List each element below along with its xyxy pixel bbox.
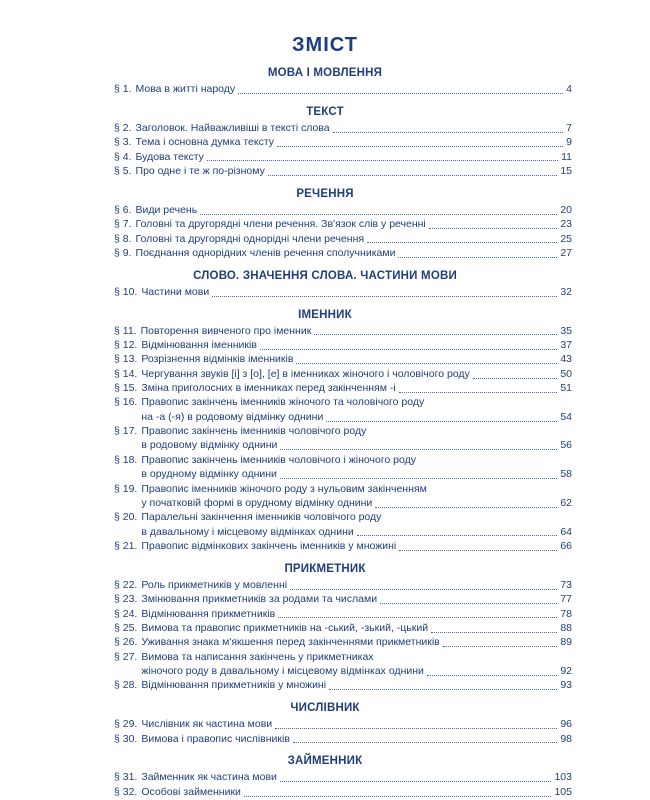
toc-entry-number: § 26. bbox=[114, 636, 138, 649]
toc-entry-title: Про одне і те ж по-різному bbox=[135, 164, 265, 177]
toc-entry[interactable] bbox=[26, 204, 624, 218]
toc-page-number: 54 bbox=[560, 410, 572, 423]
toc-page-number: 27 bbox=[560, 246, 572, 259]
toc-entry-title: у початковій формі в орудному відмінку однини bbox=[141, 496, 373, 509]
toc-entry[interactable] bbox=[26, 636, 624, 650]
toc-entry-title: Уживання знака м'якшення перед закінченнями прикметників bbox=[141, 636, 440, 649]
toc-page-number: 35 bbox=[560, 324, 572, 337]
section-heading: МОВА І МОВЛЕННЯ bbox=[267, 67, 383, 79]
toc-leader-dots bbox=[296, 362, 557, 364]
toc-entry-title: Роль прикметників у мовленні bbox=[141, 578, 288, 591]
section-heading: ЧИСЛІВНИК bbox=[290, 702, 360, 715]
toc-page-number: 11 bbox=[561, 150, 572, 163]
toc-leader-dots bbox=[244, 795, 552, 797]
toc-page-number: 23 bbox=[560, 218, 572, 231]
toc-page-number: 92 bbox=[560, 665, 572, 677]
toc-page-number: 103 bbox=[554, 771, 572, 784]
toc-entry[interactable] bbox=[26, 233, 624, 247]
toc-entry-number: § 24. bbox=[114, 607, 138, 620]
toc-entry-number: § 9. bbox=[114, 246, 132, 259]
toc-entry[interactable] bbox=[26, 151, 624, 165]
toc-entry[interactable] bbox=[26, 247, 624, 261]
toc-leader-dots bbox=[380, 602, 557, 604]
toc-page-number: 58 bbox=[560, 468, 572, 481]
toc-entry[interactable] bbox=[26, 396, 624, 410]
toc-page-number: 25 bbox=[560, 232, 572, 245]
toc-page-number: 4 bbox=[566, 83, 572, 95]
toc-entry[interactable] bbox=[26, 679, 624, 693]
toc-entry-title: в давальному і місцевому відмінках однини bbox=[141, 525, 354, 538]
toc-leader-dots bbox=[375, 506, 557, 508]
toc-entry-title: в родовому відмінку однини bbox=[141, 439, 278, 452]
section-heading: РЕЧЕННЯ bbox=[296, 187, 354, 200]
toc-leader-dots bbox=[293, 741, 557, 743]
toc-entry-number: § 21. bbox=[114, 539, 138, 552]
toc-entry[interactable] bbox=[26, 718, 624, 732]
toc-entry[interactable] bbox=[26, 122, 624, 136]
toc-list bbox=[26, 325, 624, 554]
toc-entry-title: Правопис іменників жіночого роду з нульовим закінченням bbox=[141, 482, 427, 495]
toc-page-number: 43 bbox=[560, 353, 572, 366]
toc-entry-number: § 15. bbox=[114, 382, 138, 395]
toc-entry[interactable] bbox=[26, 353, 624, 367]
toc-page-number: 62 bbox=[560, 496, 572, 509]
toc-page-number: 96 bbox=[560, 718, 572, 731]
section-heading: ТЕКСТ bbox=[306, 105, 344, 118]
toc-leader-dots bbox=[238, 92, 563, 94]
toc-entry-title: Правопис відмінкових закінчень іменників у множині bbox=[141, 539, 397, 552]
toc-page-number: 15 bbox=[560, 164, 572, 177]
toc-entry-title: в орудному відмінку однини bbox=[141, 468, 277, 481]
toc-entry-title: Правопис закінчень іменників жіночого та чоловічого роду bbox=[141, 396, 425, 409]
toc-page-number: 56 bbox=[560, 439, 572, 452]
toc-entry[interactable] bbox=[26, 339, 624, 353]
toc-entry-title: Відмінювання іменників bbox=[141, 338, 257, 351]
toc-page-number: 88 bbox=[560, 621, 572, 634]
section-heading: ПРИКМЕТНИК bbox=[284, 562, 366, 575]
toc-entry-title: Правопис закінчень іменників чоловічого і жіночого роду bbox=[141, 453, 416, 466]
toc-leader-dots bbox=[290, 588, 557, 590]
toc-leader-dots bbox=[399, 391, 558, 393]
toc-entry[interactable] bbox=[26, 425, 624, 439]
toc-leader-dots bbox=[431, 631, 557, 633]
toc-leader-dots bbox=[357, 534, 558, 536]
toc-page-number: 89 bbox=[560, 636, 572, 649]
toc-entry-number: § 16. bbox=[114, 396, 138, 409]
toc-entry-title: Вимова та правопис прикметників на -ський, -зький, -цький bbox=[141, 621, 429, 634]
toc-leader-dots bbox=[333, 131, 564, 133]
toc-entry[interactable] bbox=[26, 786, 624, 800]
toc-entry[interactable] bbox=[26, 218, 624, 232]
toc-entry-number: § 22. bbox=[114, 578, 138, 591]
toc-entry[interactable] bbox=[26, 83, 624, 97]
toc-entry[interactable] bbox=[26, 771, 624, 785]
toc-list bbox=[26, 579, 624, 693]
toc-entry-title: Види речень bbox=[135, 203, 198, 216]
toc-entry[interactable] bbox=[26, 382, 624, 396]
toc-leader-dots bbox=[427, 406, 569, 407]
toc-entry-number: § 13. bbox=[114, 353, 138, 366]
toc-entry[interactable] bbox=[26, 540, 624, 554]
toc-entry-title: Паралельні закінчення іменників чоловічого роду bbox=[141, 511, 382, 524]
toc-leader-dots bbox=[277, 145, 563, 147]
toc-page-number: 32 bbox=[560, 285, 572, 298]
toc-page-number: 78 bbox=[560, 607, 572, 620]
toc-entry[interactable] bbox=[26, 165, 624, 179]
toc-page-number: 9 bbox=[566, 136, 572, 149]
toc-entry-title: Займенник як частина мови bbox=[141, 771, 277, 784]
toc-list bbox=[26, 718, 624, 746]
toc-page-number: 73 bbox=[560, 578, 572, 591]
toc-leader-dots bbox=[384, 521, 569, 522]
toc-entry-number: § 31. bbox=[114, 771, 138, 784]
section-heading: ІМЕННИК bbox=[298, 308, 352, 321]
toc-entry-number: § 18. bbox=[114, 453, 138, 466]
toc-entry-title: жіночого роду в давальному і місцевому відмінках однини bbox=[141, 665, 424, 677]
toc-entry-title: Вимова та написання закінчень у прикметниках bbox=[141, 650, 374, 663]
toc-entry-title: Особові займенники bbox=[141, 785, 241, 798]
toc-entry[interactable] bbox=[26, 136, 624, 150]
toc-leader-dots bbox=[427, 674, 557, 676]
toc-entry[interactable] bbox=[26, 325, 624, 339]
toc-leader-dots bbox=[278, 616, 557, 618]
section-heading: ЗАЙМЕННИК bbox=[287, 755, 363, 768]
toc-leader-dots bbox=[377, 661, 569, 662]
toc-leader-dots bbox=[212, 295, 557, 297]
toc-leader-dots bbox=[399, 549, 557, 551]
toc-entry[interactable] bbox=[26, 622, 624, 636]
toc-list bbox=[26, 286, 624, 300]
toc-leader-dots bbox=[275, 727, 557, 729]
toc-entry[interactable] bbox=[26, 579, 624, 593]
toc-page-number: 51 bbox=[560, 382, 572, 395]
toc-leader-dots bbox=[429, 227, 558, 229]
toc-entry-title: Змінювання прикметників за родами та числами bbox=[141, 593, 378, 606]
toc-entry-title: Чергування звуків [і] з [о], [е] в іменниках жіночого і чоловічого роду bbox=[141, 367, 470, 380]
page-title: ЗМІСТ bbox=[292, 34, 358, 56]
toc-list bbox=[26, 83, 624, 97]
toc-entry-title: Частини мови bbox=[141, 285, 210, 298]
toc-entry-number: § 1. bbox=[114, 83, 132, 95]
toc-entry-title: Тема і основна думка тексту bbox=[135, 136, 274, 149]
toc-entry-number: § 4. bbox=[114, 150, 132, 163]
toc-leader-dots bbox=[314, 333, 557, 335]
toc-entry-title: Поєднання однорідних членів речення сполучниками bbox=[135, 246, 396, 259]
toc-page-number: 66 bbox=[560, 539, 572, 552]
toc-entry-title: Будова тексту bbox=[135, 150, 204, 163]
toc-entry-title: Зміна приголосних в іменниках перед закінченням -і bbox=[141, 382, 396, 395]
toc-entry-number: § 17. bbox=[114, 425, 138, 438]
toc-entry-number: § 5. bbox=[114, 164, 132, 177]
toc-entry[interactable] bbox=[26, 511, 624, 525]
toc-leader-dots bbox=[369, 435, 569, 436]
toc-entry-title: Правопис закінчень іменників чоловічого роду bbox=[141, 425, 367, 438]
toc-entry-title: Мова в житті народу bbox=[135, 83, 236, 95]
toc-entry-number: § 20. bbox=[114, 511, 138, 524]
toc-entry-title: Заголовок. Найважливіші в тексті слова bbox=[135, 121, 330, 134]
toc-entry-title: Повторення вивченого про іменник bbox=[140, 324, 312, 337]
toc-entry-number: § 2. bbox=[114, 121, 132, 134]
toc-entry-title: на -а (-я) в родовому відмінку однини bbox=[141, 410, 324, 423]
toc-leader-dots bbox=[367, 241, 557, 243]
toc-page-number: 98 bbox=[560, 732, 572, 745]
toc-entry-number: § 19. bbox=[114, 482, 138, 495]
toc-entry[interactable] bbox=[26, 526, 624, 540]
toc-entry[interactable] bbox=[26, 368, 624, 382]
toc-entry-number: § 29. bbox=[114, 718, 138, 731]
toc-page-number: 7 bbox=[566, 121, 572, 134]
toc-page-number: 105 bbox=[554, 785, 572, 798]
toc-entry-title: Вимова і правопис числівників bbox=[141, 732, 290, 745]
toc-entry-number: § 14. bbox=[114, 367, 138, 380]
toc-entry-number: § 28. bbox=[114, 679, 138, 692]
toc-entry-number: § 23. bbox=[114, 593, 138, 606]
toc-entry-number: § 32. bbox=[114, 785, 138, 798]
toc-list bbox=[26, 204, 624, 261]
toc-entry[interactable] bbox=[26, 286, 624, 300]
toc-leader-dots bbox=[280, 780, 552, 782]
toc-entry[interactable] bbox=[26, 439, 624, 453]
toc-entry[interactable] bbox=[26, 468, 624, 482]
toc-list bbox=[26, 122, 624, 179]
section-heading: СЛОВО. ЗНАЧЕННЯ СЛОВА. ЧАСТИНИ МОВИ bbox=[193, 269, 457, 282]
toc-list bbox=[26, 771, 624, 799]
toc-entry[interactable] bbox=[26, 665, 624, 679]
toc-entry-number: § 30. bbox=[114, 732, 138, 745]
toc-leader-dots bbox=[200, 213, 557, 215]
toc-entry-title: Відмінювання прикметників у множині bbox=[141, 679, 327, 692]
toc-leader-dots bbox=[207, 159, 558, 161]
toc-entry-title: Головні та другорядні однорідні члени речення bbox=[135, 232, 365, 245]
toc-entry-number: § 11. bbox=[114, 324, 137, 337]
toc-leader-dots bbox=[268, 174, 557, 176]
toc-entry-number: § 12. bbox=[114, 338, 138, 351]
toc-entry[interactable] bbox=[26, 411, 624, 425]
toc-leader-dots bbox=[419, 464, 569, 465]
toc-entry-number: § 27. bbox=[114, 650, 138, 663]
toc-entry[interactable] bbox=[26, 651, 624, 665]
toc-entry[interactable] bbox=[26, 608, 624, 622]
toc-leader-dots bbox=[326, 420, 557, 422]
toc-entry[interactable] bbox=[26, 593, 624, 607]
toc-container bbox=[26, 67, 624, 800]
toc-entry-title: Розрізнення відмінків іменників bbox=[141, 353, 294, 366]
toc-leader-dots bbox=[329, 688, 557, 690]
toc-leader-dots bbox=[473, 377, 558, 379]
toc-page-number: 77 bbox=[560, 593, 572, 606]
toc-page-number: 20 bbox=[560, 203, 572, 216]
toc-leader-dots bbox=[443, 645, 558, 647]
toc-entry[interactable] bbox=[26, 497, 624, 511]
toc-entry-number: § 3. bbox=[114, 136, 132, 149]
toc-entry-title: Відмінювання прикметників bbox=[141, 607, 276, 620]
toc-leader-dots bbox=[280, 448, 557, 450]
toc-entry-title: Числівник як частина мови bbox=[141, 718, 273, 731]
toc-leader-dots bbox=[430, 492, 569, 493]
toc-entry-number: § 6. bbox=[114, 203, 132, 216]
toc-entry[interactable] bbox=[26, 483, 624, 497]
toc-entry-number: § 10. bbox=[114, 285, 138, 298]
toc-page-number: 64 bbox=[560, 525, 572, 538]
toc-page-number: 37 bbox=[560, 338, 572, 351]
toc-entry-title: Головні та другорядні члени речення. Зв'язок слів у реченні bbox=[135, 218, 426, 231]
toc-entry[interactable] bbox=[26, 733, 624, 747]
toc-entry[interactable] bbox=[26, 454, 624, 468]
toc-page-number: 50 bbox=[560, 367, 572, 380]
toc-leader-dots bbox=[280, 477, 557, 479]
toc-entry-number: § 25. bbox=[114, 621, 138, 634]
toc-page-number: 93 bbox=[560, 679, 572, 692]
toc-entry-number: § 7. bbox=[114, 218, 132, 231]
toc-entry-number: § 8. bbox=[114, 232, 132, 245]
toc-leader-dots bbox=[398, 256, 557, 258]
toc-leader-dots bbox=[260, 348, 557, 350]
